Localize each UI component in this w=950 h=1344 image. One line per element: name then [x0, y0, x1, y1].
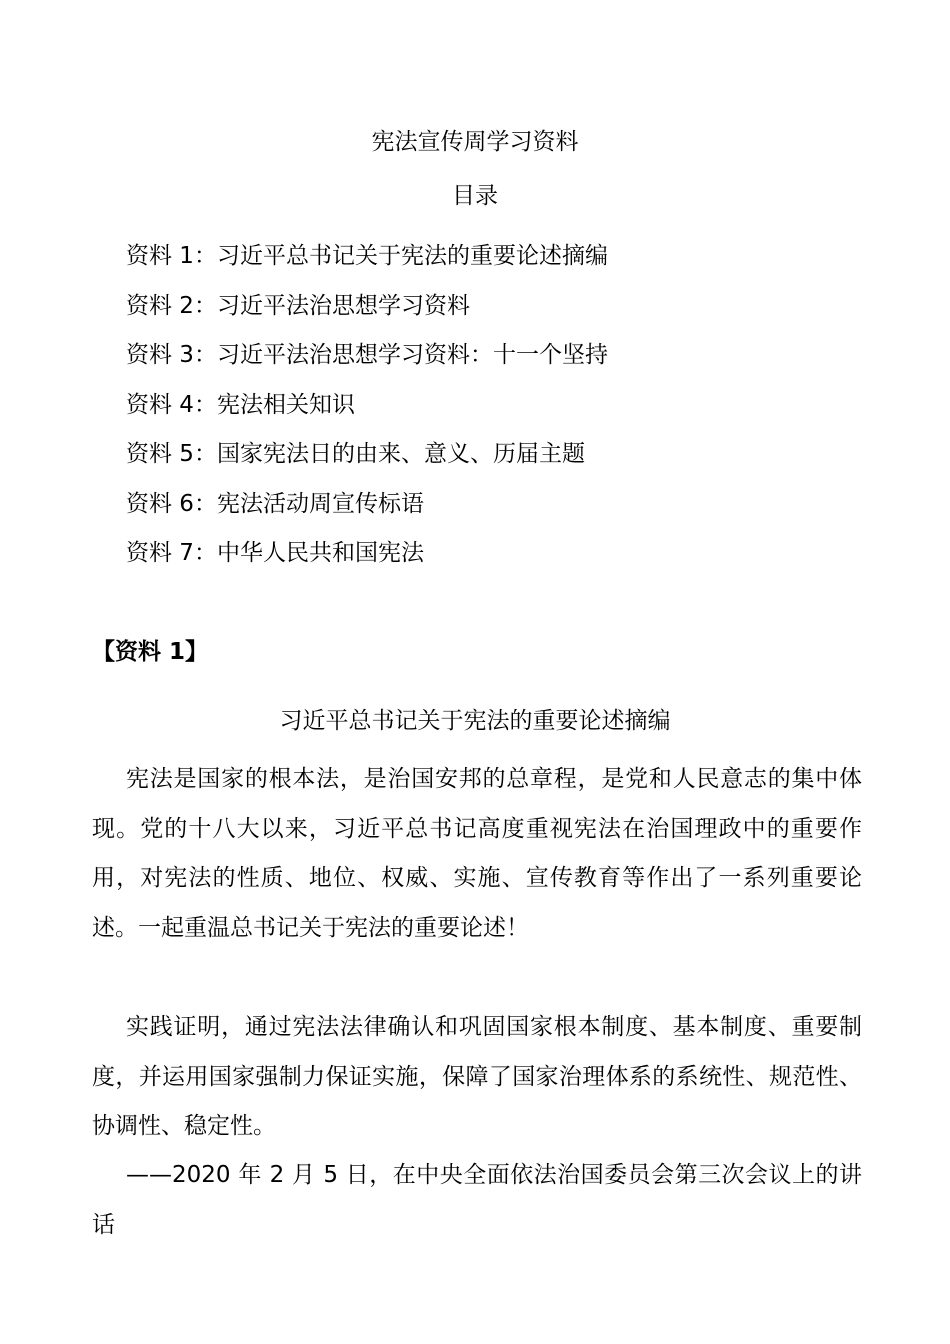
- toc-item-7: 资料 7：中华人民共和国宪法: [126, 540, 424, 566]
- table-of-contents: [126, 240, 608, 587]
- body-paragraph-quote: 实践证明，通过宪法法律确认和巩固国家根本制度、基本制度、重要制度，并运用国家强制力保证实施，保障了国家治理体系的系统性、规范性、协调性、稳定性。: [92, 1014, 862, 1139]
- toc-item-1: 资料 1：习近平总书记关于宪法的重要论述摘编: [126, 243, 608, 269]
- section-tag: 【资料 1】: [92, 639, 209, 665]
- toc-heading: 目录: [452, 183, 498, 209]
- body-paragraph-intro: 宪法是国家的根本法，是治国安邦的总章程，是党和人民意志的集中体现。党的十八大以来，习近平总书记高度重视宪法在治国理政中的重要作用，对宪法的性质、地位、权威、实施、宣传教育等作出了一系列重要论述。一起重温总书记关于宪法的重要论述！: [92, 766, 862, 941]
- toc-item-5: 资料 5：国家宪法日的由来、意义、历届主题: [126, 441, 585, 467]
- body-paragraph-source: ——2020 年 2 月 5 日，在中央全面依法治国委员会第三次会议上的讲话: [92, 1162, 862, 1238]
- toc-item-4: 资料 4：宪法相关知识: [126, 391, 355, 418]
- toc-item-6: 资料 6：宪法活动周宣传标语: [126, 490, 424, 517]
- toc-item-2: 资料 2：习近平法治思想学习资料: [126, 292, 470, 319]
- document-title: 宪法宣传周学习资料: [371, 129, 579, 155]
- section-title: 习近平总书记关于宪法的重要论述摘编: [279, 708, 671, 734]
- toc-item-3: 资料 3：习近平法治思想学习资料：十一个坚持: [126, 342, 608, 368]
